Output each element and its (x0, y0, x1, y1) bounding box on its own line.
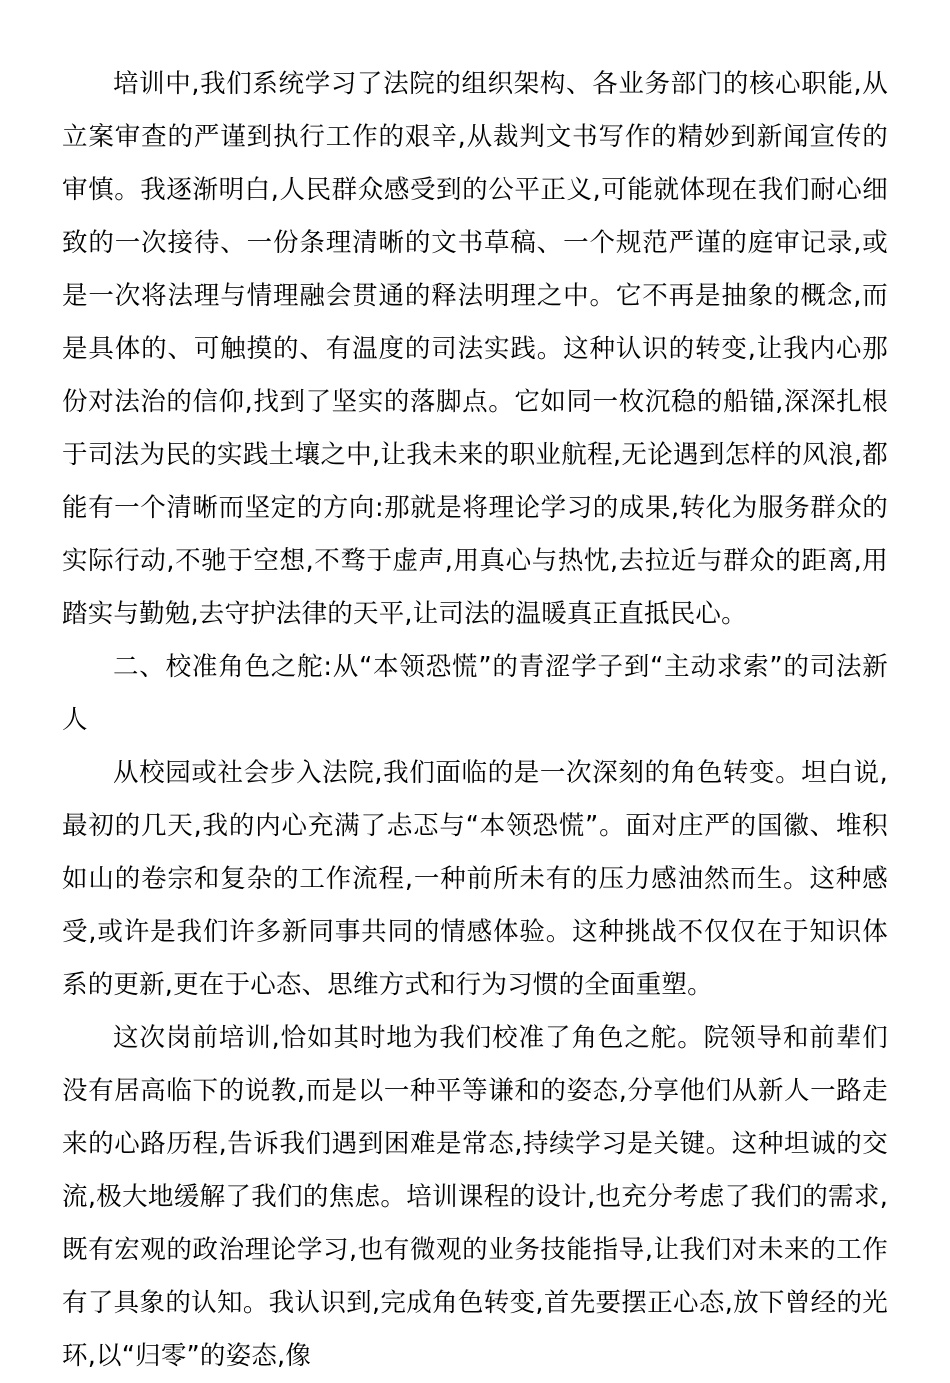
heading-section-two: 二、校准角色之舵:从“本领恐慌”的青涩学子到“主动求索”的司法新人 (62, 652, 888, 735)
paragraph-training-content: 培训中,我们系统学习了法院的组织架构、各业务部门的核心职能,从立案审查的严谨到执行工作的艰辛,从裁判文书写作的精妙到新闻宣传的审慎。我逐渐明白,人民群众感受到的公平正义,可能就体现在我们耐心细致的一次接待、一份条理清晰的文书草稿、一个规范严谨的庭审记录,或是一次将法理与情理融会贯通的释法明理之中。它不再是抽象的概念,而是具体的、可触摸的、有温度的司法实践。这种认识的转变,让我内心那份对法治的信仰,找到了坚实的落脚点。它如同一枚沉稳的船锚,深深扎根于司法为民的实践土壤之中,让我未来的职业航程,无论遇到怎样的风浪,都能有一个清晰而坚定的方向:那就是将理论学习的成果,转化为服务群众的实际行动,不驰于空想,不骛于虚声,用真心与热忱,去拉近与群众的距离,用踏实与勤勉,去守护法律的天平,让司法的温暖真正直抵民心。 (62, 69, 888, 629)
document-body (62, 58, 888, 1383)
paragraph-role-transition: 从校园或社会步入法院,我们面临的是一次深刻的角色转变。坦白说,最初的几天,我的内心充满了忐忑与“本领恐慌”。面对庄严的国徽、堆积如山的卷宗和复杂的工作流程,一种前所未有的压力感油然而生。这种感受,或许是我们许多新同事共同的情感体验。这种挑战不仅仅在于知识体系的更新,更在于心态、思维方式和行为习惯的全面重塑。 (62, 758, 888, 1000)
paragraph-pre-job-training: 这次岗前培训,恰如其时地为我们校准了角色之舵。院领导和前辈们没有居高临下的说教,而是以一种平等谦和的姿态,分享他们从新人一路走来的心路历程,告诉我们遇到困难是常态,持续学习是关键。这种坦诚的交流,极大地缓解了我们的焦虑。培训课程的设计,也充分考虑了我们的需求,既有宏观的政治理论学习,也有微观的业务技能指导,让我们对未来的工作有了具象的认知。我认识到,完成角色转变,首先要摆正心态,放下曾经的光环,以“归零”的姿态,像 (62, 1023, 888, 1371)
